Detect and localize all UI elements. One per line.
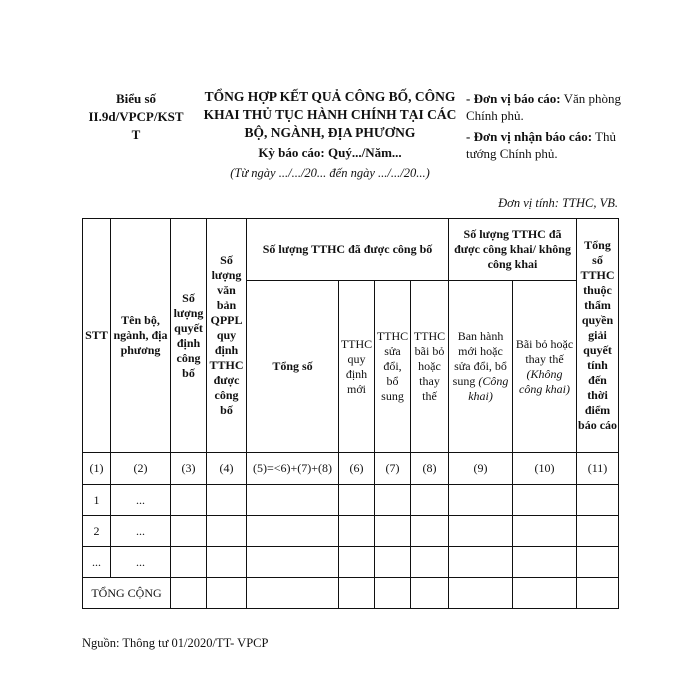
column-number: (1) [83, 453, 111, 485]
header-public-new [449, 281, 513, 453]
reporting-unit-value: Văn phòng Chính phủ. [466, 91, 622, 123]
table-row [83, 485, 619, 516]
table-cell [339, 485, 375, 516]
receiving-unit-value: Thủ tướng Chính phủ. [466, 129, 616, 161]
form-code [80, 90, 192, 144]
table-cell [339, 516, 375, 547]
table-cell [449, 485, 513, 516]
table-cell [449, 516, 513, 547]
table-cell [171, 485, 207, 516]
table-cell [513, 485, 577, 516]
report-table [82, 218, 619, 609]
table-cell [577, 485, 619, 516]
header-total: Tổng số [247, 281, 339, 453]
row-name: ... [111, 547, 171, 578]
table-cell [247, 516, 339, 547]
header-amended: TTHC sửa đổi, bổ sung [375, 281, 411, 453]
table-cell [247, 578, 339, 609]
total-row [83, 578, 619, 609]
column-number: (4) [207, 453, 247, 485]
report-period: Kỳ báo cáo: Quý.../Năm... [258, 145, 402, 160]
header-public-new-text: Ban hành mới hoặc sửa đổi, bổ sung [452, 329, 507, 388]
table-cell [375, 516, 411, 547]
header-public-new-note: (Công khai) [468, 374, 509, 403]
header-new: TTHC quy định mới [339, 281, 375, 453]
column-number: (11) [577, 453, 619, 485]
table-cell [375, 485, 411, 516]
column-number: (6) [339, 453, 375, 485]
table-row [83, 547, 619, 578]
receiving-unit-label: - Đơn vị nhận báo cáo: [466, 129, 593, 144]
table-cell [411, 516, 449, 547]
table-cell [339, 578, 375, 609]
table-cell [207, 516, 247, 547]
column-number: (8) [411, 453, 449, 485]
table-cell [247, 485, 339, 516]
row-stt: ... [83, 547, 111, 578]
table-cell [449, 547, 513, 578]
header-authority: Tổng số TTHC thuộc thẩm quyền giải quyết tính đến thời điểm báo cáo [577, 219, 619, 453]
table-cell [577, 578, 619, 609]
table-cell [411, 578, 449, 609]
table-cell [411, 485, 449, 516]
header-public-repeal-note: (Không công khai) [519, 366, 570, 396]
row-name: ... [111, 516, 171, 547]
table-cell [513, 547, 577, 578]
column-number: (7) [375, 453, 411, 485]
header-public-group: Số lượng TTHC đã được công khai/ không công khai [449, 219, 577, 281]
table-cell [207, 485, 247, 516]
table-cell [339, 547, 375, 578]
header-decisions: Số lượng quyết định công bố [171, 219, 207, 453]
source-note: Nguồn: Thông tư 01/2020/TT- VPCP [82, 636, 269, 650]
table-cell [375, 578, 411, 609]
table-cell [247, 547, 339, 578]
header-announced-group: Số lượng TTHC đã được công bố [247, 219, 449, 281]
header-public-repeal [513, 281, 577, 453]
form-code-line: T [131, 127, 141, 142]
header-name: Tên bộ, ngành, địa phương [111, 219, 171, 453]
header-public-repeal-text: Bãi bỏ hoặc thay thế [515, 336, 574, 366]
report-title-line: TỔNG HỢP KẾT QUẢ CÔNG BỐ, CÔNG [204, 89, 456, 104]
row-name: ... [111, 485, 171, 516]
table-cell [171, 516, 207, 547]
table-cell [207, 547, 247, 578]
table-cell [171, 547, 207, 578]
column-number: (2) [111, 453, 171, 485]
table-cell [411, 547, 449, 578]
table-cell [171, 578, 207, 609]
header-repealed: TTHC bãi bỏ hoặc thay thế [411, 281, 449, 453]
form-code-line: II.9d/VPCP/KST [88, 109, 184, 124]
table-row [83, 516, 619, 547]
row-stt: 1 [83, 485, 111, 516]
total-label: TỔNG CỘNG [83, 578, 171, 609]
row-stt: 2 [83, 516, 111, 547]
table-cell [449, 578, 513, 609]
column-number: (10) [513, 453, 577, 485]
report-title-line: KHAI THỦ TỤC HÀNH CHÍNH TẠI CÁC [203, 107, 457, 122]
table-cell [207, 578, 247, 609]
header-stt: STT [83, 219, 111, 453]
report-title [196, 88, 464, 142]
reporting-unit [466, 90, 636, 124]
report-date-range: (Từ ngày .../.../20... đến ngày .../.../20...) [230, 166, 430, 180]
reporting-unit-label: - Đơn vị báo cáo: [466, 91, 561, 106]
receiving-unit [466, 128, 636, 162]
column-number: (9) [449, 453, 513, 485]
form-code-line: Biểu số [115, 91, 157, 106]
table-cell [513, 516, 577, 547]
header-legal-docs: Số lượng văn bản QPPL quy định TTHC được công bố [207, 219, 247, 453]
table-cell [375, 547, 411, 578]
table-cell [513, 578, 577, 609]
report-title-line: BỘ, NGÀNH, ĐỊA PHƯƠNG [244, 125, 416, 140]
table-cell [577, 547, 619, 578]
unit-note: Đơn vị tính: TTHC, VB. [498, 196, 618, 210]
table-cell [577, 516, 619, 547]
column-number: (3) [171, 453, 207, 485]
column-number: (5)=<6)+(7)+(8) [247, 453, 339, 485]
